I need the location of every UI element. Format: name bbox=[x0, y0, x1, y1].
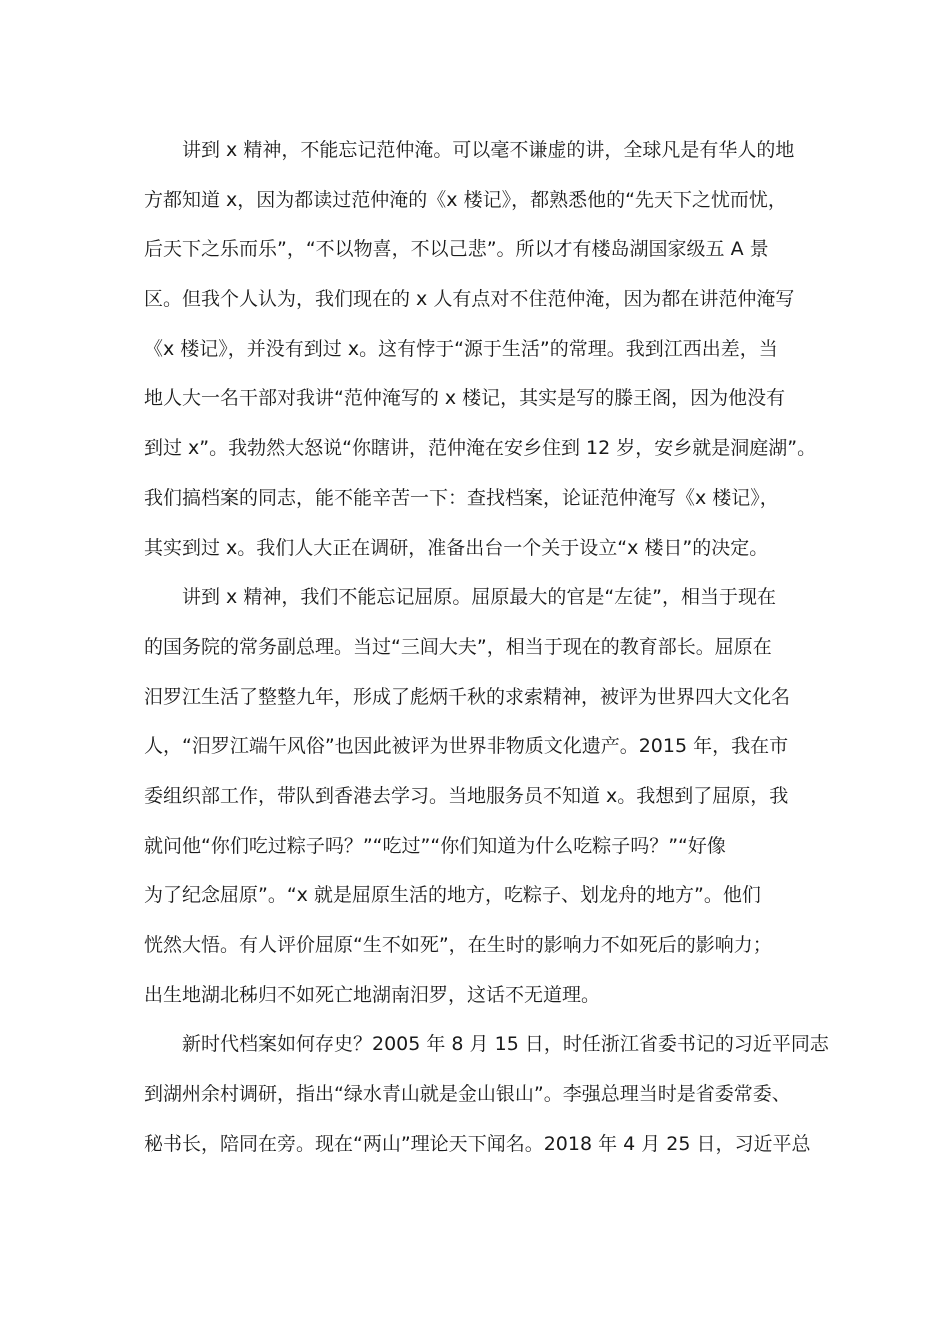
text-line: 新时代档案如何存史？2005 年 8 月 15 日，时任浙江省委书记的习近平同志 bbox=[182, 1033, 829, 1056]
text-line: 讲到 x 精神，不能忘记范仲淹。可以毫不谦虚的讲，全球凡是有华人的地 bbox=[182, 139, 795, 161]
text-line: 区。但我个人认为，我们现在的 x 人有点对不住范仲淹，因为都在讲范仲淹写 bbox=[144, 288, 795, 311]
text-line: 方都知道 x，因为都读过范仲淹的《x 楼记》，都熟悉他的“先天下之忧而忧， bbox=[144, 188, 787, 211]
text-line: 就问他“你们吃过粽子吗？”“吃过”“你们知道为什么吃粽子吗？”“好像 bbox=[144, 834, 726, 857]
text-line: 讲到 x 精神，我们不能忘记屈原。屈原最大的官是“左徒”，相当于现在 bbox=[182, 586, 777, 609]
text-line: 地人大一名干部对我讲“范仲淹写的 x 楼记，其实是写的滕王阁，因为他没有 bbox=[144, 387, 786, 410]
text-line: 汨罗江生活了整整九年，形成了彪炳千秋的求索精神，被评为世界四大文化名 bbox=[144, 685, 791, 708]
text-line: 《x 楼记》，并没有到过 x。这有悖于“源于生活”的常理。我到江西出差，当 bbox=[144, 337, 778, 360]
paragraph-qu-yuan bbox=[144, 573, 824, 1020]
text-line: 为了纪念屈原”。“x 就是屈原生活的地方，吃粽子、划龙舟的地方”。他们 bbox=[144, 884, 761, 907]
text-line: 人，“汨罗江端午风俗”也因此被评为世界非物质文化遗产。2015 年，我在市 bbox=[144, 735, 789, 758]
paragraph-fan-zhongyan bbox=[144, 126, 824, 573]
document-body bbox=[144, 126, 829, 1169]
text-line: 到湖州余村调研，指出“绿水青山就是金山银山”。李强总理当时是省委常委、 bbox=[144, 1083, 791, 1106]
text-line: 恍然大悟。有人评价屈原“生不如死”，在生时的影响力不如死后的影响力； bbox=[144, 934, 772, 956]
text-line: 出生地湖北秭归不如死亡地湖南汨罗，这话不无道理。 bbox=[144, 983, 601, 1006]
text-line: 其实到过 x。我们人大正在调研，准备出台一个关于设立“x 楼日”的决定。 bbox=[144, 536, 769, 559]
text-line: 的国务院的常务副总理。当过“三闾大夫”，相当于现在的教育部长。屈原在 bbox=[144, 635, 772, 658]
text-line: 到过 x”。我勃然大怒说“你瞎讲，范仲淹在安乡住到 12 岁，安乡就是洞庭湖”。 bbox=[144, 437, 817, 460]
paragraph-new-era-archives bbox=[144, 1020, 829, 1169]
text-line: 后天下之乐而乐”，“不以物喜，不以己悲”。所以才有楼岛湖国家级五 A 景 bbox=[144, 238, 769, 261]
text-line: 我们搞档案的同志，能不能辛苦一下：查找档案，论证范仲淹写《x 楼记》， bbox=[144, 486, 779, 509]
text-line: 秘书长，陪同在旁。现在“两山”理论天下闻名。2018 年 4 月 25 日，习近平总 bbox=[144, 1132, 811, 1155]
text-line: 委组织部工作，带队到香港去学习。当地服务员不知道 x。我想到了屈原，我 bbox=[144, 784, 789, 807]
